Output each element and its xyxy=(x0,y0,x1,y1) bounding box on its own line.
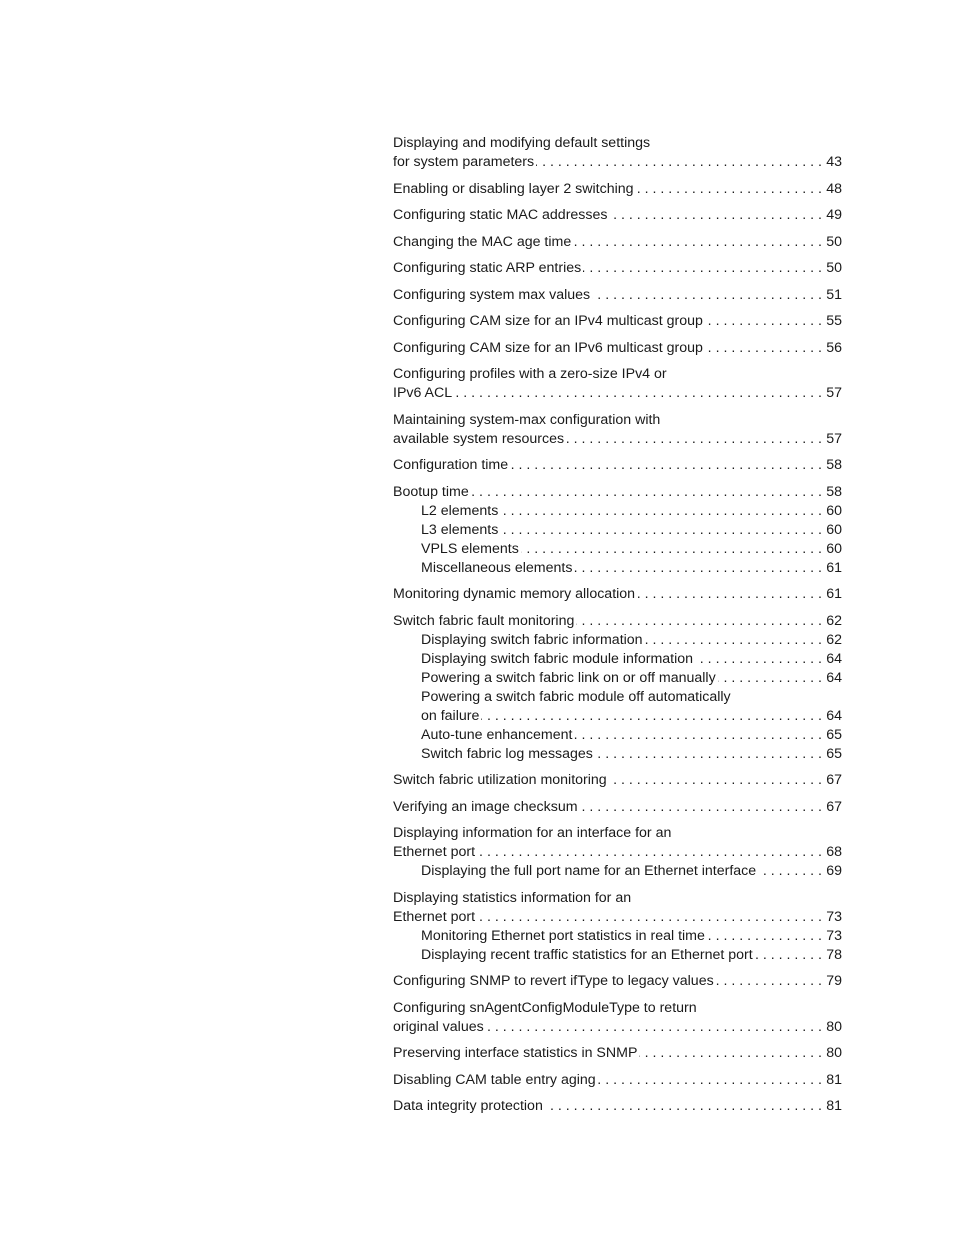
toc-page-number: 58 xyxy=(826,457,842,473)
toc-entry-link[interactable] xyxy=(393,612,842,631)
dot-leader xyxy=(545,1097,822,1116)
toc-page-number: 62 xyxy=(826,612,842,629)
toc-entry-title: Configuring system max values xyxy=(393,286,591,303)
toc-entry-link[interactable] xyxy=(393,483,842,502)
dot-leader xyxy=(481,707,822,726)
toc-page-number: 51 xyxy=(826,286,842,303)
toc-entry xyxy=(393,1044,842,1063)
toc-page-number: 81 xyxy=(826,1098,842,1114)
toc-page-number: 61 xyxy=(826,559,842,576)
toc-entry-title: Displaying switch fabric module information xyxy=(421,650,694,667)
toc-entry-link[interactable] xyxy=(393,312,842,331)
toc-entry-title: Displaying the full port name for an Ethernet interface xyxy=(421,863,757,879)
dot-leader xyxy=(639,1044,822,1063)
toc-subentry-link[interactable] xyxy=(393,669,842,688)
toc-entry-title: Disabling CAM table entry aging xyxy=(393,1071,596,1088)
toc-entry-title: Displaying recent traffic statistics for an Ethernet port xyxy=(421,946,753,963)
toc-entry-link[interactable] xyxy=(393,206,842,225)
toc-page-number: 55 xyxy=(826,313,842,329)
toc-entry-title: Monitoring Ethernet port statistics in real time xyxy=(421,927,705,944)
toc-entry xyxy=(393,483,842,578)
toc-entry-link[interactable] xyxy=(393,286,842,305)
toc-entry-title: Verifying an image checksum xyxy=(393,798,578,815)
toc-entry-title: Preserving interface statistics in SNMP xyxy=(393,1045,638,1061)
toc-entry-title: Data integrity protection xyxy=(393,1098,543,1114)
toc-entry-link[interactable] xyxy=(393,1044,842,1063)
toc-subentry-link[interactable] xyxy=(393,726,842,745)
toc-entry-title: Switch fabric log messages xyxy=(421,745,593,762)
toc-page-number: 50 xyxy=(826,233,842,250)
toc-entry xyxy=(393,824,842,881)
dot-leader xyxy=(566,430,822,449)
toc-entry-link[interactable] xyxy=(393,585,842,604)
dot-leader xyxy=(598,1071,822,1090)
dot-leader xyxy=(471,483,822,502)
toc-entry-title: Miscellaneous elements xyxy=(421,559,573,576)
toc-entry xyxy=(393,134,842,172)
toc-subentry-link[interactable] xyxy=(393,707,842,726)
dot-leader xyxy=(595,745,822,764)
toc-entry-title: Configuring CAM size for an IPv4 multicast group xyxy=(393,313,703,329)
toc-entry xyxy=(393,456,842,475)
dot-leader xyxy=(716,972,822,991)
toc-entry-title: Changing the MAC age time xyxy=(393,233,572,250)
toc-page-number: 67 xyxy=(826,798,842,815)
toc-subentry-link[interactable] xyxy=(393,946,842,965)
toc-entry-title: on failure xyxy=(421,707,480,724)
toc-entry-title: Auto-tune enhancement xyxy=(421,726,573,743)
dot-leader xyxy=(758,862,822,881)
toc-page-number: 68 xyxy=(826,844,842,860)
toc-entry-title-line: Configuring snAgentConfigModuleType to return xyxy=(393,999,697,1016)
toc-subentry-link[interactable] xyxy=(393,631,842,650)
toc-entry-title: original values xyxy=(393,1018,484,1035)
toc-entry xyxy=(393,180,842,199)
toc-page-number: 80 xyxy=(826,1045,842,1061)
toc-entry-link[interactable] xyxy=(393,798,842,817)
toc-entry-link[interactable] xyxy=(393,233,842,252)
toc-page-number: 69 xyxy=(826,863,842,879)
toc-entry-link[interactable] xyxy=(393,1071,842,1090)
toc-entry-title: Ethernet port xyxy=(393,908,476,925)
dot-leader xyxy=(707,927,822,946)
toc-entry xyxy=(393,312,842,331)
dot-leader xyxy=(718,669,822,688)
toc-entry-title: Powering a switch fabric link on or off manually xyxy=(421,669,716,686)
dot-leader xyxy=(536,153,822,172)
toc-entry xyxy=(393,889,842,965)
dot-leader xyxy=(574,559,822,578)
dot-leader xyxy=(477,843,822,862)
toc-entry-link[interactable] xyxy=(393,259,842,278)
dot-leader xyxy=(609,206,822,225)
toc-entry-title: Configuration time xyxy=(393,457,509,473)
toc-entry-title: available system resources xyxy=(393,430,565,447)
dot-leader xyxy=(695,650,822,669)
toc-page-number: 73 xyxy=(826,908,842,925)
toc-subentry-link[interactable] xyxy=(393,540,842,559)
toc-subentry-link[interactable] xyxy=(393,521,842,540)
toc-entry xyxy=(393,233,842,252)
dot-leader xyxy=(637,585,822,604)
toc-page-number: 57 xyxy=(826,385,842,401)
toc-entry-title: Configuring CAM size for an IPv6 multicast group xyxy=(393,339,703,356)
toc-page-number: 61 xyxy=(826,586,842,602)
toc-entry xyxy=(393,1071,842,1090)
toc-page-number: 57 xyxy=(826,430,842,447)
toc-entry-title: Ethernet port xyxy=(393,844,476,860)
toc-page-number: 64 xyxy=(826,669,842,686)
dot-leader xyxy=(454,384,822,403)
dot-leader xyxy=(583,259,822,278)
dot-leader xyxy=(609,771,822,790)
toc-page-number: 56 xyxy=(826,339,842,356)
toc-entry-title: Configuring SNMP to revert ifType to legacy values xyxy=(393,973,714,989)
toc-entry-link[interactable] xyxy=(393,153,842,172)
toc-page-number: 79 xyxy=(826,973,842,989)
toc-entry-title-line: Displaying and modifying default settings xyxy=(393,135,651,151)
dot-leader xyxy=(477,908,822,927)
toc-subentry-link[interactable] xyxy=(393,862,842,881)
toc-page-number: 60 xyxy=(826,502,842,519)
toc-entry-title: Monitoring dynamic memory allocation xyxy=(393,586,636,602)
toc-entry-link[interactable] xyxy=(393,908,842,927)
toc-page-number: 58 xyxy=(826,483,842,500)
toc-entry xyxy=(393,206,842,225)
toc-entry xyxy=(393,612,842,764)
toc-page-number: 60 xyxy=(826,521,842,538)
toc-entry-title: L2 elements xyxy=(421,502,499,519)
toc-entry-link[interactable] xyxy=(393,430,842,449)
dot-leader xyxy=(705,339,822,358)
toc-page-number: 49 xyxy=(826,207,842,223)
toc-entry xyxy=(393,411,842,449)
toc-page-number: 80 xyxy=(826,1018,842,1035)
table-of-contents xyxy=(393,134,842,1116)
toc-entry-title: Bootup time xyxy=(393,483,469,500)
toc-entry-link[interactable] xyxy=(393,843,842,862)
toc-entry-link[interactable] xyxy=(393,771,842,790)
toc-entry xyxy=(393,339,842,358)
toc-subentry-link[interactable] xyxy=(393,745,842,764)
dot-leader xyxy=(521,540,822,559)
toc-subentry-link[interactable] xyxy=(393,927,842,946)
toc-entry-title: Switch fabric fault monitoring xyxy=(393,612,575,629)
toc-entry xyxy=(393,585,842,604)
toc-page-number: 65 xyxy=(826,745,842,762)
toc-entry xyxy=(393,286,842,305)
toc-page-number: 64 xyxy=(826,707,842,724)
toc-entry xyxy=(393,771,842,790)
dot-leader xyxy=(574,726,822,745)
dot-leader xyxy=(755,946,822,965)
toc-entry-title: Displaying switch fabric information xyxy=(421,631,643,648)
toc-entry-title: IPv6 ACL xyxy=(393,385,453,401)
toc-entry-title: Enabling or disabling layer 2 switching xyxy=(393,180,634,197)
toc-page-number: 81 xyxy=(826,1071,842,1088)
toc-entry-title-line: Maintaining system-max configuration with xyxy=(393,411,661,428)
toc-page-number: 50 xyxy=(826,260,842,276)
toc-page-number: 43 xyxy=(826,154,842,170)
toc-page-number: 78 xyxy=(826,946,842,963)
dot-leader xyxy=(510,456,822,475)
toc-entry-link[interactable] xyxy=(393,972,842,991)
toc-page-number: 48 xyxy=(826,180,842,197)
toc-entry-title: for system parameters xyxy=(393,154,535,170)
toc-entry-link[interactable] xyxy=(393,339,842,358)
toc-entry-link[interactable] xyxy=(393,1018,842,1037)
toc-page-number: 62 xyxy=(826,631,842,648)
toc-entry-title: Switch fabric utilization monitoring xyxy=(393,772,607,788)
dot-leader xyxy=(580,798,822,817)
dot-leader xyxy=(486,1018,822,1037)
toc-page-number: 67 xyxy=(826,772,842,788)
toc-page-number: 65 xyxy=(826,726,842,743)
toc-entry-title: Configuring static MAC addresses xyxy=(393,207,608,223)
toc-page-number: 60 xyxy=(826,540,842,557)
dot-leader xyxy=(645,631,822,650)
dot-leader xyxy=(636,180,822,199)
toc-entry xyxy=(393,999,842,1037)
toc-entry-title-line: Configuring profiles with a zero-size IPv4 or xyxy=(393,366,667,382)
toc-entry xyxy=(393,259,842,278)
dot-leader xyxy=(573,233,822,252)
toc-subentry-link[interactable] xyxy=(393,559,842,578)
toc-entry-title: Configuring static ARP entries xyxy=(393,260,582,276)
toc-entry-title: L3 elements xyxy=(421,521,499,538)
toc-entry-link[interactable] xyxy=(393,1097,842,1116)
dot-leader xyxy=(705,312,822,331)
toc-page-number: 73 xyxy=(826,927,842,944)
toc-page-number: 64 xyxy=(826,650,842,667)
toc-entry xyxy=(393,972,842,991)
toc-entry-link[interactable] xyxy=(393,456,842,475)
toc-entry-title-line: Powering a switch fabric module off automatically xyxy=(421,688,731,705)
dot-leader xyxy=(576,612,822,631)
toc-entry-title: VPLS elements xyxy=(421,540,519,557)
toc-subentry-link[interactable] xyxy=(393,502,842,521)
toc-entry xyxy=(393,1097,842,1116)
toc-entry-link[interactable] xyxy=(393,180,842,199)
dot-leader xyxy=(592,286,822,305)
dot-leader xyxy=(500,502,822,521)
toc-entry xyxy=(393,798,842,817)
toc-subentry-link[interactable] xyxy=(393,650,842,669)
toc-entry-link[interactable] xyxy=(393,384,842,403)
toc-entry xyxy=(393,365,842,403)
dot-leader xyxy=(500,521,822,540)
toc-entry-title-line: Displaying information for an interface for an xyxy=(393,825,672,841)
toc-entry-title-line: Displaying statistics information for an xyxy=(393,889,632,906)
